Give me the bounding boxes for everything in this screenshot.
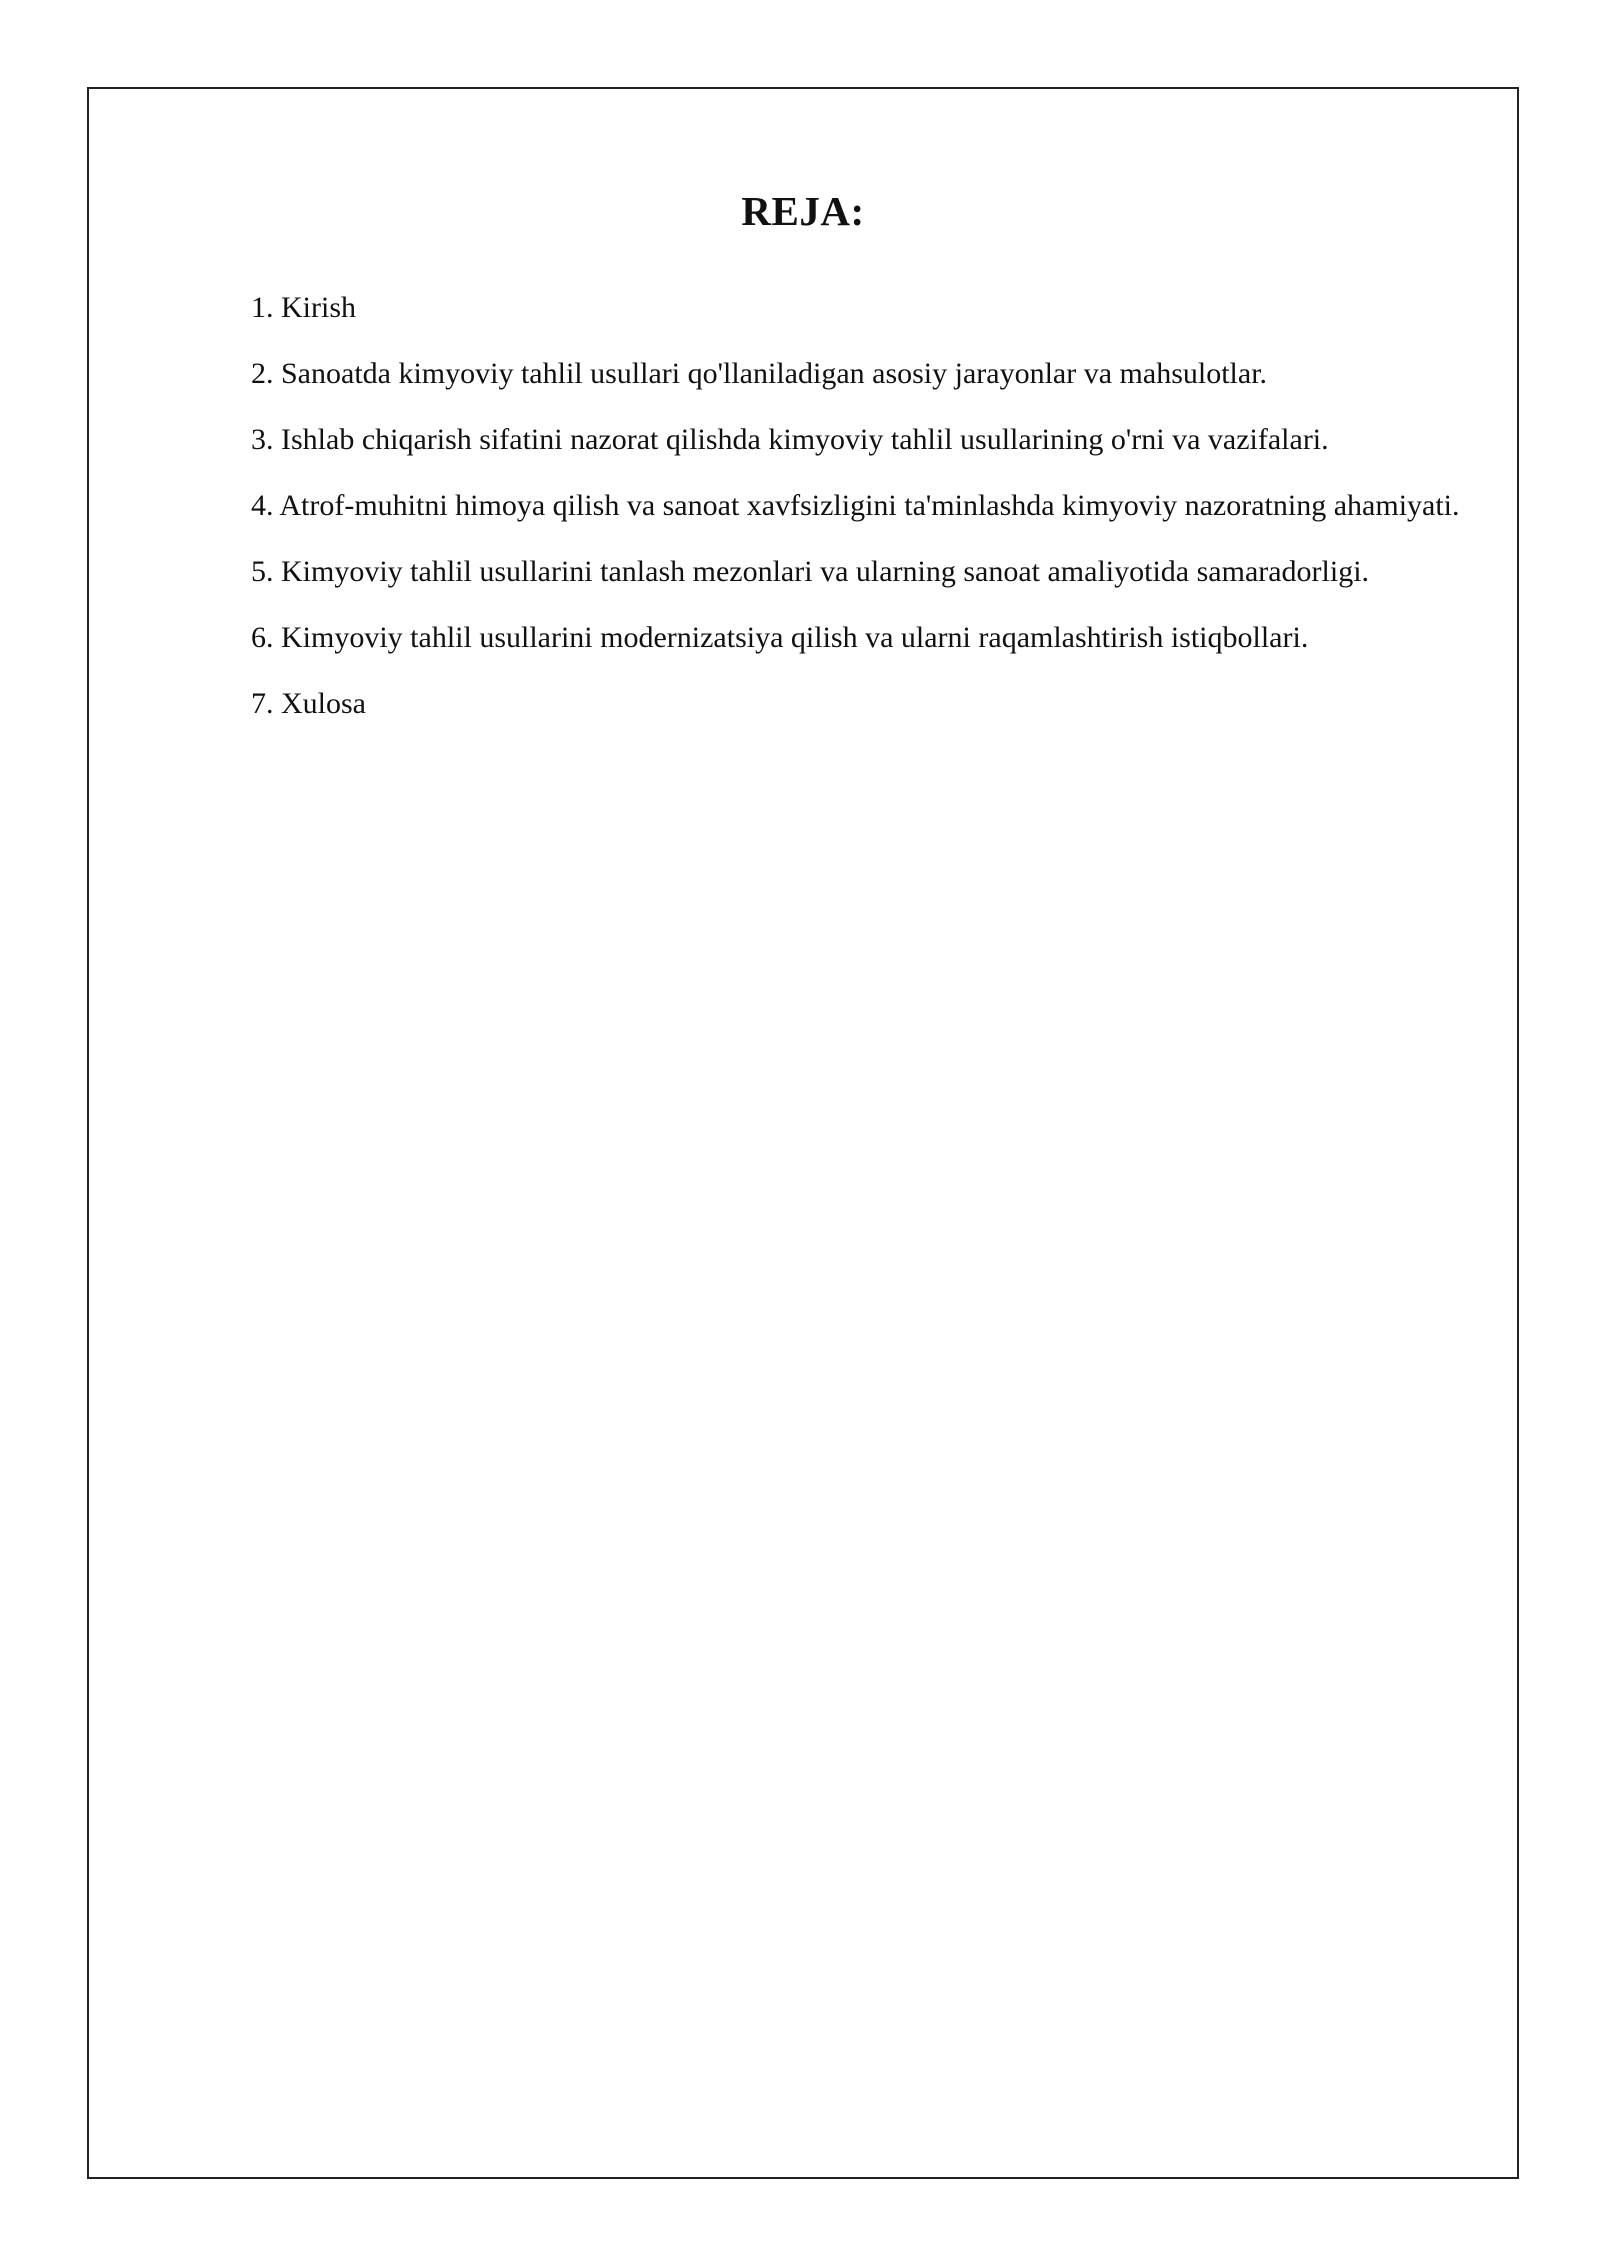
page-frame [87, 87, 1519, 2179]
plan-item-1: 1. Kirish [251, 291, 356, 324]
plan-item-7: 7. Xulosa [251, 687, 366, 720]
plan-item-5: 5. Kimyoviy tahlil usullarini tanlash mezonlari va ularning sanoat amaliyotida samaradorligi. [251, 555, 1370, 588]
plan-item-3: 3. Ishlab chiqarish sifatini nazorat qilishda kimyoviy tahlil usullarining o'rni va vazifalari. [251, 423, 1329, 456]
plan-item-4: 4. Atrof-muhitni himoya qilish va sanoat xavfsizligini ta'minlashda kimyoviy nazoratning ahamiyati. [251, 489, 1460, 522]
plan-item-6: 6. Kimyoviy tahlil usullarini modernizatsiya qilish va ularni raqamlashtirish istiqbollari. [251, 621, 1309, 654]
plan-item-2: 2. Sanoatda kimyoviy tahlil usullari qo'llaniladigan asosiy jarayonlar va mahsulotlar. [251, 357, 1268, 390]
page-title: REJA: [741, 188, 865, 234]
plan-list [251, 289, 1521, 751]
